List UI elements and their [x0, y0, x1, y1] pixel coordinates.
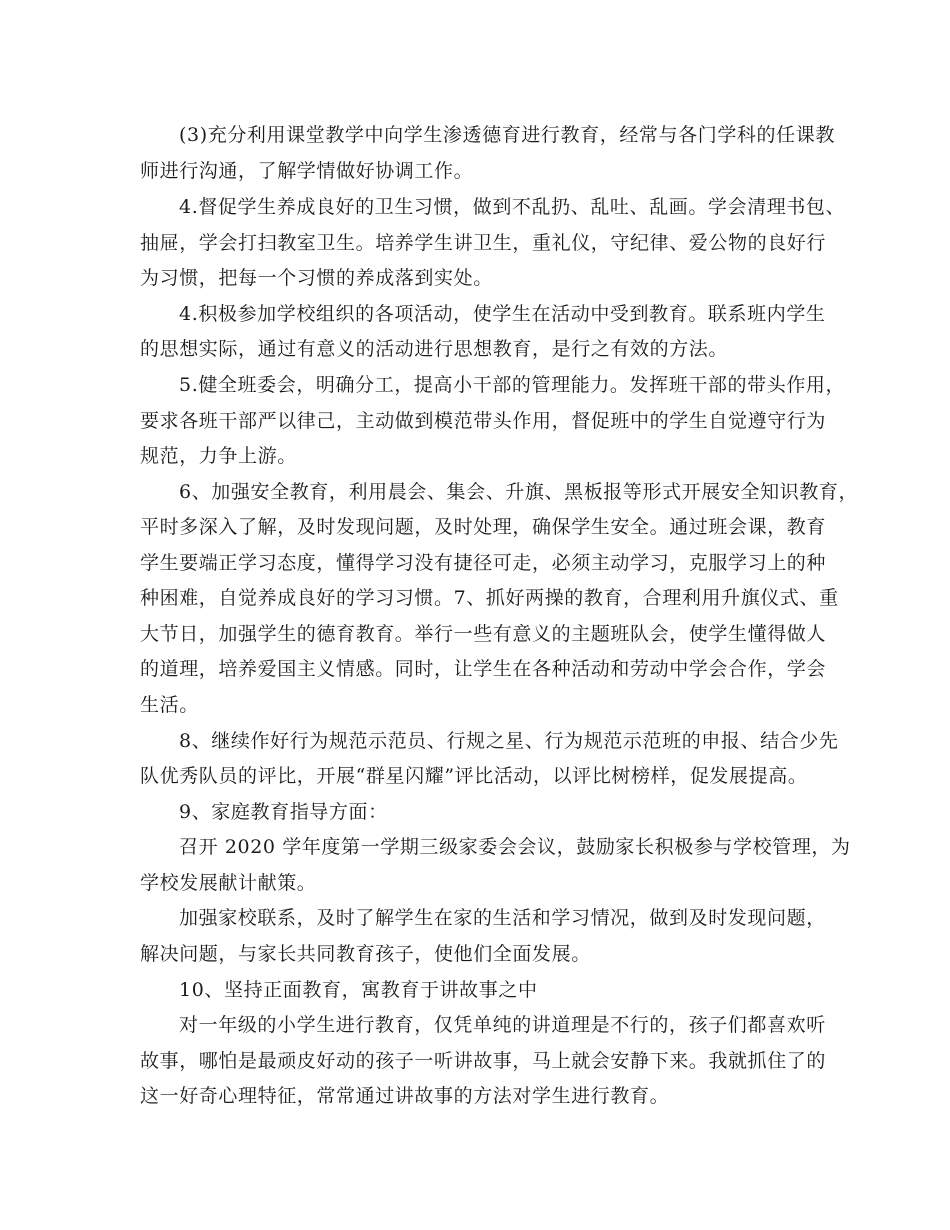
- text-line-22: 学校发展献计献策。: [140, 872, 317, 894]
- text-line-02: 师进行沟通，了解学情做好协调工作。: [140, 160, 474, 182]
- text-line-26: 对一年级的小学生进行教育，仅凭单纯的讲道理是不行的，孩子们都喜欢听: [179, 1014, 826, 1036]
- text-line-20: 9、家庭教育指导方面：: [179, 801, 388, 823]
- text-line-14: 种困难，自觉养成良好的学习习惯。7、抓好两操的教育，合理利用升旗仪式、重: [140, 587, 839, 609]
- text-line-05: 为习惯，把每一个习惯的养成落到实处。: [140, 267, 493, 289]
- text-line-03: 4.督促学生养成良好的卫生习惯，做到不乱扔、乱吐、乱画。学会清理书包、: [179, 196, 846, 218]
- text-line-01: (3)充分利用课堂教学中向学生渗透德育进行教育，经常与各门学科的任课教: [179, 124, 835, 146]
- text-line-27: 故事，哪怕是最顽皮好动的孩子一听讲故事，马上就会安静下来。我就抓住了的: [140, 1050, 827, 1072]
- text-line-23: 加强家校联系，及时了解学生在家的生活和学习情况，做到及时发现问题，: [179, 907, 826, 929]
- text-line-12: 平时多深入了解，及时发现问题，及时处理，确保学生安全。通过班会课，教育: [140, 516, 827, 538]
- text-line-11: 6、加强安全教育，利用晨会、集会、升旗、黑板报等形式开展安全知识教育，: [179, 481, 859, 503]
- text-line-19: 队优秀队员的评比，开展“群星闪耀”评比活动，以评比树榜样，促发展提高。: [140, 765, 808, 787]
- text-line-25: 10、坚持正面教育，寓教育于讲故事之中: [179, 979, 538, 1001]
- text-line-15: 大节日，加强学生的德育教育。举行一些有意义的主题班队会，使学生懂得做人: [140, 623, 827, 645]
- text-line-17: 生活。: [140, 694, 199, 716]
- text-line-24: 解决问题，与家长共同教育孩子，使他们全面发展。: [140, 943, 591, 965]
- text-line-28: 这一好奇心理特征，常常通过讲故事的方法对学生进行教育。: [140, 1085, 670, 1107]
- text-line-21: 召开 2020 学年度第一学期三级家委会会议，鼓励家长积极参与学校管理，为: [179, 836, 851, 858]
- text-line-06: 4.积极参加学校组织的各项活动，使学生在活动中受到教育。联系班内学生: [179, 303, 826, 325]
- text-line-04: 抽屉，学会打扫教室卫生。培养学生讲卫生，重礼仪，守纪律、爱公物的良好行: [140, 232, 827, 254]
- text-line-10: 规范，力争上游。: [140, 445, 297, 467]
- text-line-18: 8、继续作好行为规范示范员、行规之星、行为规范示范班的申报、结合少先: [179, 730, 839, 752]
- text-line-09: 要求各班干部严以律己，主动做到模范带头作用，督促班中的学生自觉遵守行为: [140, 410, 827, 432]
- text-line-07: 的思想实际，通过有意义的活动进行思想教育，是行之有效的方法。: [140, 338, 729, 360]
- text-line-13: 学生要端正学习态度，懂得学习没有捷径可走，必须主动学习，克服学习上的种: [140, 552, 827, 574]
- text-line-08: 5.健全班委会，明确分工，提高小干部的管理能力。发挥班干部的带头作用，: [179, 374, 846, 396]
- text-line-16: 的道理，培养爱国主义情感。同时，让学生在各种活动和劳动中学会合作，学会: [140, 658, 827, 680]
